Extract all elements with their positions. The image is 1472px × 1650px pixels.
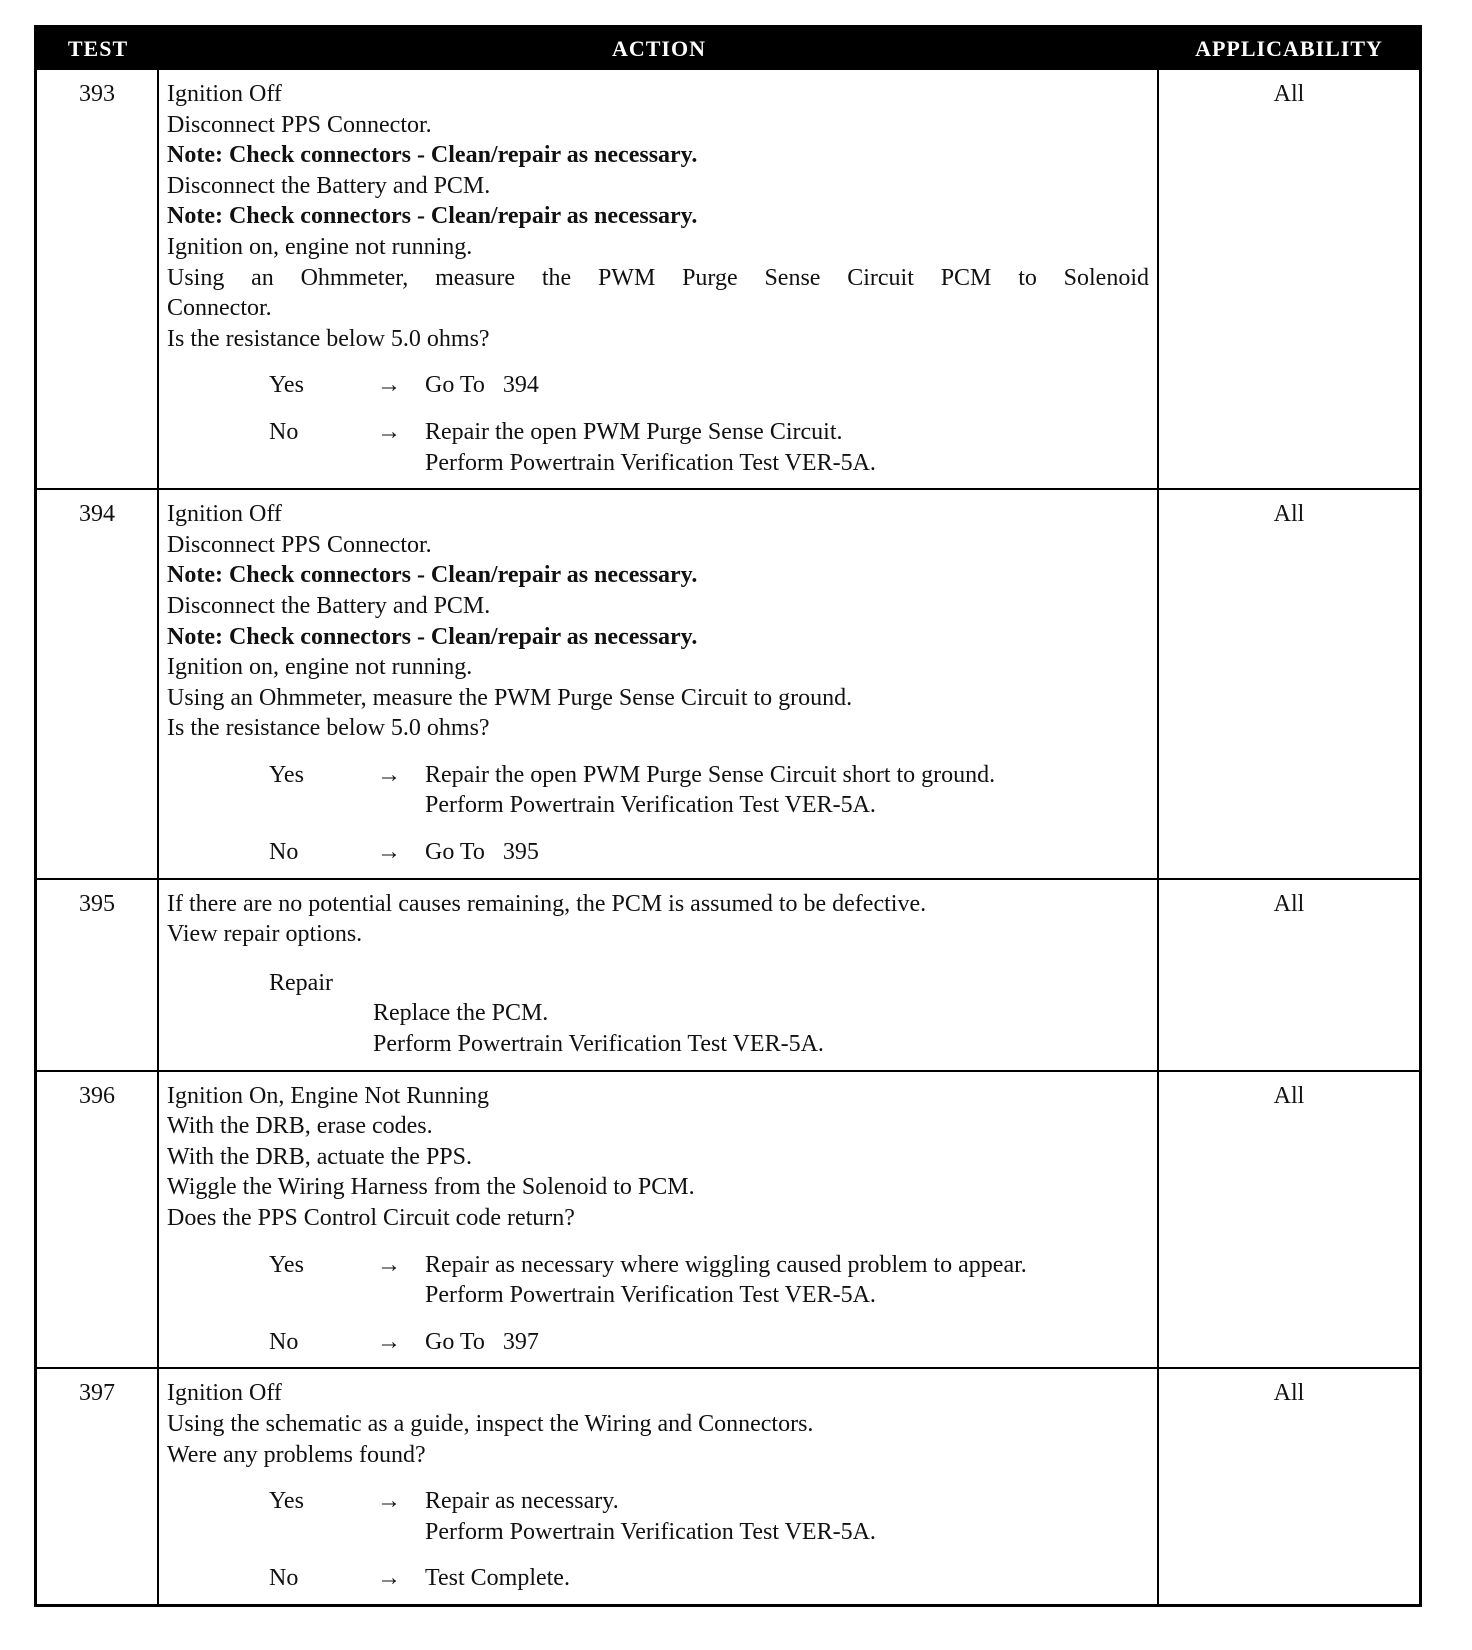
result-line: Perform Powertrain Verification Test VER-5A. [425, 1282, 876, 1309]
yes-label: Yes [269, 1251, 304, 1278]
instruction-line: Disconnect PPS Connector. [167, 531, 432, 558]
yes-branch [167, 760, 1149, 821]
instruction-line: Ignition Off [167, 81, 282, 107]
no-label: No [269, 1565, 299, 1592]
yes-label: Yes [269, 1488, 304, 1515]
result-line: Repair the open PWM Purge Sense Circuit short to ground. [425, 761, 996, 788]
yes-branch [167, 1250, 1149, 1311]
table-row [37, 70, 1419, 488]
instruction-line: If there are no potential causes remaining, the PCM is assumed to be defective. [167, 890, 927, 917]
instruction-line: Disconnect PPS Connector. [167, 111, 432, 138]
result-line: Repair as necessary where wiggling caused problem to appear. [425, 1251, 1027, 1278]
note-line: Note: Check connectors - Clean/repair as necessary. [167, 203, 698, 230]
result-line: Go To 394 [425, 372, 539, 399]
result-line: Go To 395 [425, 839, 539, 866]
yes-result [425, 1486, 1149, 1547]
header-applicability: APPLICABILITY [1195, 36, 1383, 61]
table-row [37, 488, 1419, 878]
yes-result [425, 1250, 1149, 1311]
yes-label: Yes [269, 761, 304, 788]
action-cell [159, 70, 1159, 488]
result-line: Repair the open PWM Purge Sense Circuit. [425, 418, 843, 445]
applicability-value: All [1273, 890, 1305, 917]
instruction-line: Disconnect the Battery and PCM. [167, 592, 491, 619]
repair-step: Perform Powertrain Verification Test VER-5A. [373, 1031, 824, 1058]
repair-label: Repair [269, 969, 333, 996]
result-line: Perform Powertrain Verification Test VER-5A. [425, 449, 876, 476]
instruction-line: Connector. [167, 295, 272, 322]
applicability-value: All [1273, 1082, 1305, 1109]
diagnostic-table [34, 25, 1422, 1607]
arrow-right-icon: → [377, 372, 401, 399]
test-number: 394 [37, 490, 159, 878]
no-branch [167, 837, 1149, 868]
note-line: Note: Check connectors - Clean/repair as necessary. [167, 562, 698, 589]
no-result [425, 837, 1149, 868]
no-branch [167, 1327, 1149, 1358]
instruction-line: View repair options. [167, 921, 363, 948]
action-cell [159, 490, 1159, 878]
result-line: Go To 397 [425, 1328, 539, 1355]
applicability-value: All [1273, 501, 1305, 528]
no-label: No [269, 418, 299, 445]
instruction-line: With the DRB, erase codes. [167, 1113, 433, 1140]
table-header [37, 28, 1419, 70]
yes-result [425, 370, 1149, 401]
no-branch [167, 1563, 1149, 1594]
table-body [37, 70, 1419, 1604]
note-line: Note: Check connectors - Clean/repair as necessary. [167, 142, 698, 169]
instruction-line: Were any problems found? [167, 1441, 426, 1468]
yes-label: Yes [269, 372, 304, 399]
yes-branch [167, 1486, 1149, 1547]
instruction-line: Ignition On, Engine Not Running [167, 1082, 489, 1109]
instruction-line: Using an Ohmmeter, measure the PWM Purge Sense Circuit PCM to Solenoid [167, 264, 1149, 291]
arrow-right-icon: → [377, 1251, 401, 1278]
no-label: No [269, 1328, 299, 1355]
arrow-right-icon: → [377, 1565, 401, 1592]
result-line: Perform Powertrain Verification Test VER-5A. [425, 792, 876, 819]
instruction-line: Ignition on, engine not running. [167, 654, 473, 681]
header-test: TEST [67, 36, 129, 61]
yes-result [425, 760, 1149, 821]
test-number: 393 [37, 70, 159, 488]
test-number: 395 [37, 880, 159, 1070]
instruction-line: With the DRB, actuate the PPS. [167, 1143, 473, 1170]
no-result [425, 417, 1149, 478]
arrow-right-icon: → [377, 839, 401, 866]
test-number: 396 [37, 1072, 159, 1368]
instruction-line: Does the PPS Control Circuit code return? [167, 1205, 575, 1231]
result-line: Repair as necessary. [425, 1488, 619, 1515]
applicability-value: All [1273, 1380, 1305, 1407]
table-row [37, 878, 1419, 1070]
applicability-value: All [1273, 81, 1305, 107]
table-row [37, 1367, 1419, 1604]
instruction-line: Ignition Off [167, 501, 282, 528]
note-line: Note: Check connectors - Clean/repair as necessary. [167, 623, 698, 650]
instruction-line: Wiggle the Wiring Harness from the Solenoid to PCM. [167, 1174, 695, 1201]
no-result [425, 1327, 1149, 1358]
test-number: 397 [37, 1369, 159, 1604]
action-cell [159, 880, 1159, 1070]
action-cell [159, 1072, 1159, 1368]
no-label: No [269, 839, 299, 866]
repair-step: Replace the PCM. [373, 1000, 549, 1027]
instruction-line: Is the resistance below 5.0 ohms? [167, 325, 490, 352]
arrow-right-icon: → [377, 1328, 401, 1355]
arrow-right-icon: → [377, 1488, 401, 1515]
no-branch [167, 417, 1149, 478]
instruction-line: Disconnect the Battery and PCM. [167, 172, 491, 199]
instruction-line: Is the resistance below 5.0 ohms? [167, 715, 490, 742]
instruction-line: Ignition on, engine not running. [167, 233, 473, 260]
instruction-line: Using an Ohmmeter, measure the PWM Purge Sense Circuit to ground. [167, 684, 853, 711]
table-row [37, 1070, 1419, 1368]
instruction-line: Ignition Off [167, 1380, 282, 1407]
yes-branch [167, 370, 1149, 401]
instruction-line: Using the schematic as a guide, inspect the Wiring and Connectors. [167, 1410, 814, 1437]
result-line: Test Complete. [425, 1565, 570, 1592]
arrow-right-icon: → [377, 418, 401, 445]
result-line: Perform Powertrain Verification Test VER-5A. [425, 1518, 876, 1545]
arrow-right-icon: → [377, 761, 401, 788]
header-action: ACTION [611, 36, 706, 61]
no-result [425, 1563, 1149, 1594]
action-cell [159, 1369, 1159, 1604]
repair-options [167, 968, 1149, 1060]
